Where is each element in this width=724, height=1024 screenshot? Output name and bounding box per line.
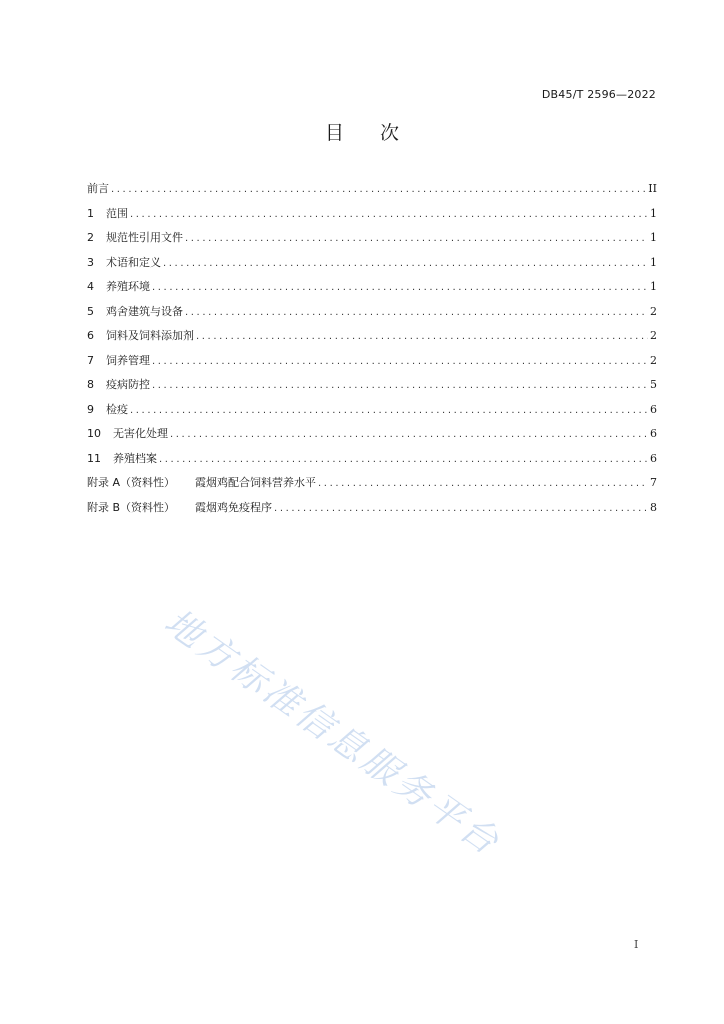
- toc-entry-label: 规范性引用文件: [106, 231, 183, 244]
- toc-entry-page: 2: [650, 353, 657, 367]
- table-of-contents: [87, 180, 657, 523]
- toc-entry-appendix-a[interactable]: [87, 474, 657, 499]
- toc-entry-appendix-b[interactable]: [87, 499, 657, 524]
- toc-entry-7[interactable]: [87, 352, 657, 377]
- toc-entry-page: 7: [650, 476, 657, 489]
- toc-leader: [163, 258, 648, 269]
- toc-entry-10[interactable]: [87, 425, 657, 450]
- toc-entry-page: 5: [650, 378, 657, 391]
- toc-entry-label: 饲料及饲料添加剂: [106, 329, 194, 342]
- toc-entry-label: 检疫: [106, 402, 128, 416]
- toc-entry-page: II: [648, 182, 657, 195]
- page-title: 目次: [324, 122, 435, 144]
- toc-entry-subtitle: 霞烟鸡配合饲料营养水平: [195, 476, 317, 489]
- toc-entry-number: 9: [87, 402, 94, 416]
- toc-entry-number: 4: [87, 280, 94, 293]
- toc-entry-number: 2: [87, 231, 94, 244]
- toc-leader: [185, 233, 648, 244]
- toc-entry-label: 鸡舍建筑与设备: [106, 304, 183, 318]
- toc-entry-8[interactable]: [87, 376, 657, 401]
- toc-leader: [152, 356, 648, 367]
- toc-leader: [152, 380, 648, 391]
- toc-entry-label: 附录 A（资料性）: [87, 476, 176, 489]
- toc-leader: [130, 209, 648, 220]
- toc-entry-page: 6: [650, 451, 657, 465]
- toc-entry-page: 1: [650, 280, 657, 293]
- toc-entry-page: 2: [650, 304, 657, 318]
- toc-entry-11[interactable]: [87, 450, 657, 475]
- toc-entry-number: 5: [87, 304, 94, 318]
- toc-leader: [185, 307, 648, 318]
- toc-entry-page: 8: [650, 500, 657, 514]
- toc-entry-label: 前言: [87, 182, 109, 195]
- toc-entry-number: 1: [87, 206, 94, 220]
- toc-entry-label: 无害化处理: [113, 427, 168, 440]
- watermark: 地方标准信息服务平台: [156, 601, 509, 865]
- toc-entry-label: 附录 B（资料性）: [87, 500, 176, 514]
- toc-entry-label: 疫病防控: [106, 378, 150, 391]
- toc-entry-page: 1: [650, 231, 657, 244]
- toc-entry-number: 3: [87, 255, 94, 269]
- toc-leader: [318, 478, 648, 489]
- toc-leader: [274, 503, 648, 514]
- toc-entry-page: 1: [650, 206, 657, 220]
- toc-entry-page: 1: [650, 255, 657, 269]
- toc-entry-subtitle: 霞烟鸡免疫程序: [195, 500, 273, 514]
- toc-entry-4[interactable]: [87, 278, 657, 303]
- toc-entry-label: 术语和定义: [106, 255, 161, 269]
- toc-entry-number: 6: [87, 329, 94, 342]
- toc-entry-1[interactable]: [87, 205, 657, 230]
- toc-entry-3[interactable]: [87, 254, 657, 279]
- toc-entry-number: 7: [87, 353, 94, 367]
- toc-entry-6[interactable]: [87, 327, 657, 352]
- toc-entry-page: 6: [650, 427, 657, 440]
- toc-entry-label: 范围: [106, 206, 128, 220]
- toc-entry-label: 养殖档案: [113, 451, 157, 465]
- document-code: DB45/T 2596—2022: [541, 88, 656, 101]
- toc-entry-label: 饲养管理: [106, 353, 150, 367]
- toc-leader: [159, 454, 648, 465]
- toc-leader: [111, 184, 646, 195]
- toc-entry-2[interactable]: [87, 229, 657, 254]
- toc-leader: [170, 429, 648, 440]
- toc-entry-5[interactable]: [87, 303, 657, 328]
- toc-entry-page: 2: [650, 329, 657, 342]
- toc-entry-number: 11: [87, 451, 101, 465]
- toc-entry-number: 8: [87, 378, 94, 391]
- toc-entry-foreword[interactable]: [87, 180, 657, 205]
- toc-leader: [130, 405, 648, 416]
- toc-entry-page: 6: [650, 402, 657, 416]
- toc-entry-number: 10: [87, 427, 101, 440]
- toc-leader: [196, 331, 648, 342]
- page-number: I: [634, 938, 639, 951]
- toc-leader: [152, 282, 648, 293]
- toc-entry-9[interactable]: [87, 401, 657, 426]
- toc-entry-label: 养殖环境: [106, 280, 150, 293]
